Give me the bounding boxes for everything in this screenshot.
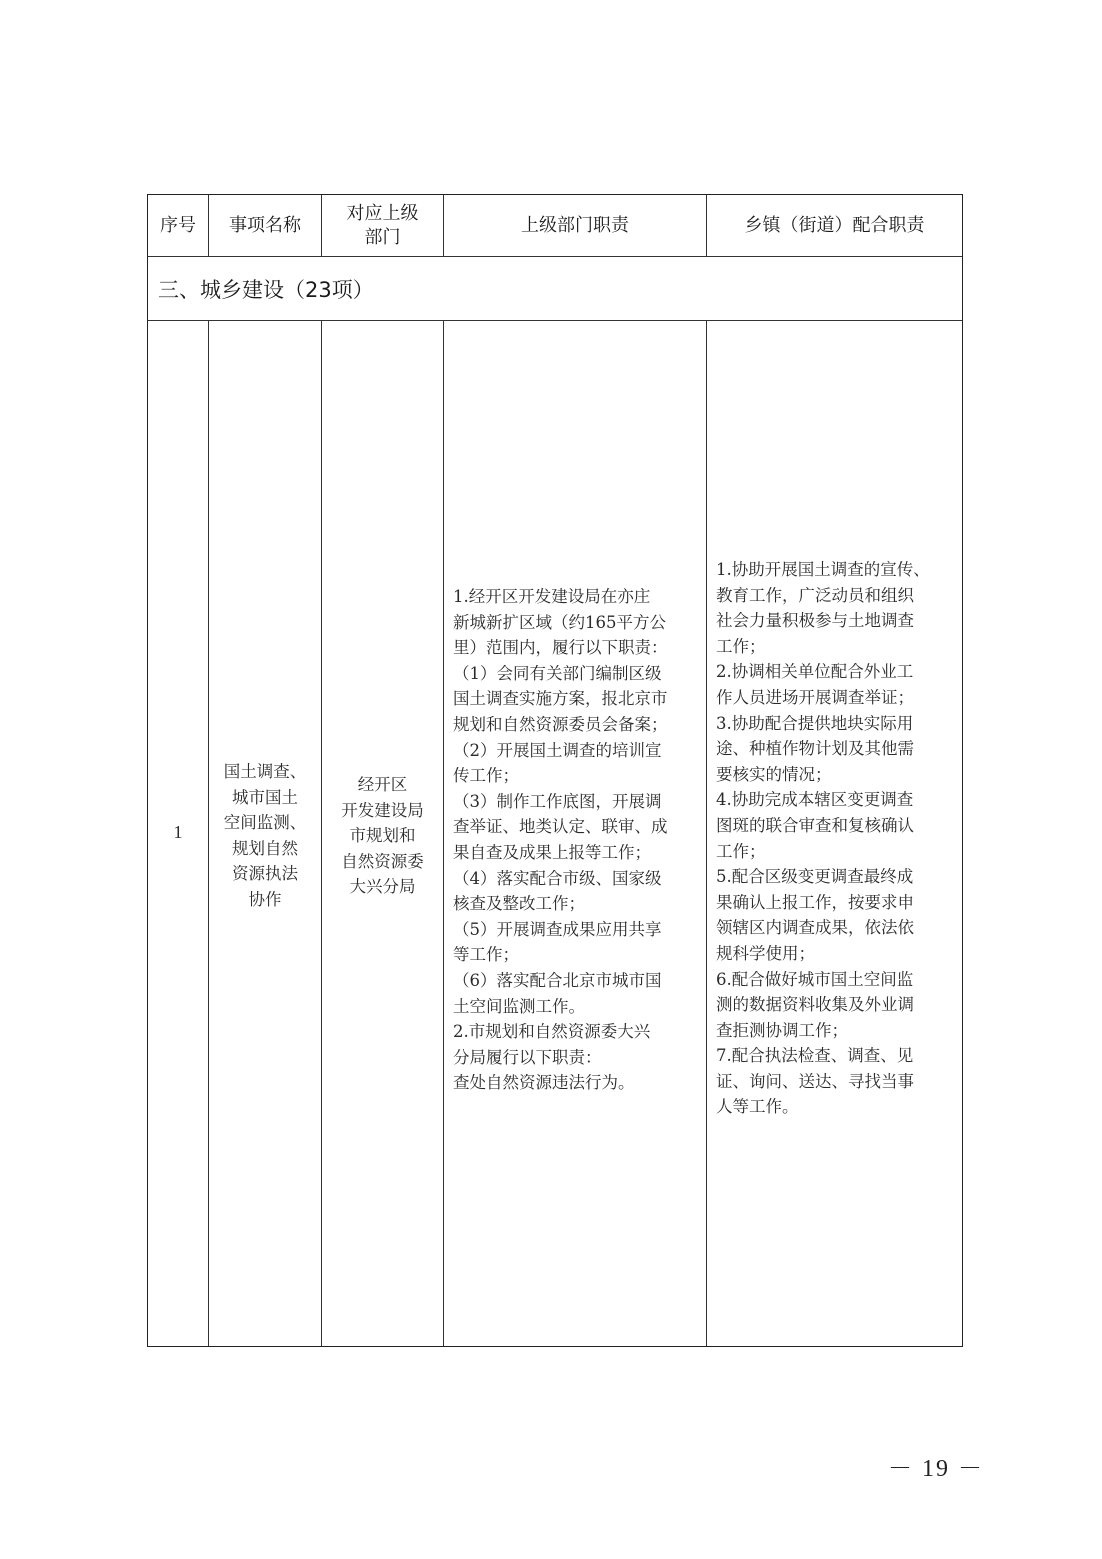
township-duty-line: 工作； xyxy=(716,636,766,656)
township-duty-line: 测的数据资料收集及外业调 xyxy=(716,995,914,1015)
superior-duty-line: 传工作； xyxy=(453,766,519,786)
header-superior-dept xyxy=(322,195,443,257)
superior-duty-line: 果自查及成果上报等工作； xyxy=(453,842,651,862)
superior-dept-line: 大兴分局 xyxy=(349,877,416,897)
item-name-line: 资源执法 xyxy=(232,864,298,884)
page-number: － 19 － xyxy=(888,1456,984,1482)
superior-duty-line: （3）制作工作底图，开展调 xyxy=(453,791,662,811)
superior-duty-line: （5）开展调查成果应用共享 xyxy=(453,919,662,939)
township-duty-line: 3.协助配合提供地块实际用 xyxy=(716,713,914,733)
row-superior-duties xyxy=(453,584,703,1096)
township-duty-line: 6.配合做好城市国土空间监 xyxy=(716,969,914,989)
item-name-line: 空间监测、 xyxy=(223,813,307,833)
section-title: 三、城乡建设（23项） xyxy=(158,278,374,302)
header-superior-dept-line1: 对应上级 xyxy=(346,203,419,224)
township-duty-line: 途、种植作物计划及其他需 xyxy=(716,739,914,759)
header-item-name: 事项名称 xyxy=(229,215,301,236)
superior-duty-line: 核查及整改工作； xyxy=(453,894,585,914)
row-seq: 1 xyxy=(173,822,183,842)
township-duty-line: 人等工作。 xyxy=(716,1097,799,1117)
superior-duty-line: （2）开展国土调查的培训宣 xyxy=(453,740,662,760)
responsibility-table xyxy=(147,194,963,1347)
township-duty-line: 果确认上报工作，按要求申 xyxy=(716,892,914,912)
superior-dept-line: 市规划和 xyxy=(349,826,416,846)
col-divider xyxy=(443,321,444,1346)
superior-duty-line: （6）落实配合北京市城市国 xyxy=(453,970,662,990)
township-duty-line: 作人员进场开展调查举证； xyxy=(716,687,914,707)
superior-duty-line: （1）会同有关部门编制区级 xyxy=(453,663,662,683)
superior-duty-line: 土空间监测工作。 xyxy=(453,996,585,1016)
header-superior-duties: 上级部门职责 xyxy=(521,215,629,236)
township-duty-line: 规科学使用； xyxy=(716,943,815,963)
township-duty-line: 图斑的联合审查和复核确认 xyxy=(716,815,914,835)
township-duty-line: 要核实的情况； xyxy=(716,764,832,784)
township-duty-line: 教育工作，广泛动员和组织 xyxy=(716,585,914,605)
header-township-duties: 乡镇（街道）配合职责 xyxy=(744,215,925,236)
row-township-duties xyxy=(716,557,961,1120)
superior-duty-line: 规划和自然资源委员会备案； xyxy=(453,714,668,734)
township-duty-line: 2.协调相关单位配合外业工 xyxy=(716,662,914,682)
township-duty-line: 5.配合区级变更调查最终成 xyxy=(716,867,914,887)
superior-duty-line: 2.市规划和自然资源委大兴 xyxy=(453,1022,651,1042)
township-duty-line: 1.协助开展国土调查的宣传、 xyxy=(716,560,930,579)
superior-duty-line: 等工作； xyxy=(453,945,519,965)
superior-duty-line: （4）落实配合市级、国家级 xyxy=(453,868,662,888)
superior-duty-line: 新城新扩区域（约165平方公 xyxy=(453,612,666,632)
superior-duty-line: 查举证、地类认定、联审、成 xyxy=(453,817,668,837)
superior-dept-line: 自然资源委 xyxy=(341,851,424,871)
superior-dept-line: 经开区 xyxy=(357,775,408,794)
township-duty-line: 7.配合执法检查、调查、见 xyxy=(716,1046,914,1066)
superior-duty-line: 分局履行以下职责： xyxy=(453,1047,602,1067)
township-duty-line: 领辖区内调查成果，依法依 xyxy=(716,918,914,938)
township-duty-line: 工作； xyxy=(716,841,766,861)
header-superior-dept-line2: 部门 xyxy=(364,227,401,248)
township-duty-line: 4.协助完成本辖区变更调查 xyxy=(716,790,914,810)
township-duty-line: 证、询问、送达、寻找当事 xyxy=(716,1071,914,1091)
header-seq: 序号 xyxy=(160,215,196,236)
township-duty-line: 查拒测协调工作； xyxy=(716,1020,848,1040)
superior-duty-line: 查处自然资源违法行为。 xyxy=(453,1073,635,1093)
item-name-line: 城市国土 xyxy=(232,787,298,807)
item-name-line: 规划自然 xyxy=(232,838,298,858)
superior-duty-line: 国土调查实施方案，报北京市 xyxy=(453,689,668,709)
township-duty-line: 社会力量积极参与土地调查 xyxy=(716,611,914,631)
superior-dept-line: 开发建设局 xyxy=(341,800,424,820)
row-superior-dept xyxy=(322,772,443,900)
superior-duty-line: 里）范围内，履行以下职责： xyxy=(453,638,668,658)
col-divider xyxy=(706,321,707,1346)
superior-duty-line: 1.经开区开发建设局在亦庄 xyxy=(453,587,651,606)
row-item-name xyxy=(209,759,321,913)
item-name-line: 协作 xyxy=(248,889,282,909)
item-name-line: 国土调查、 xyxy=(223,762,307,781)
